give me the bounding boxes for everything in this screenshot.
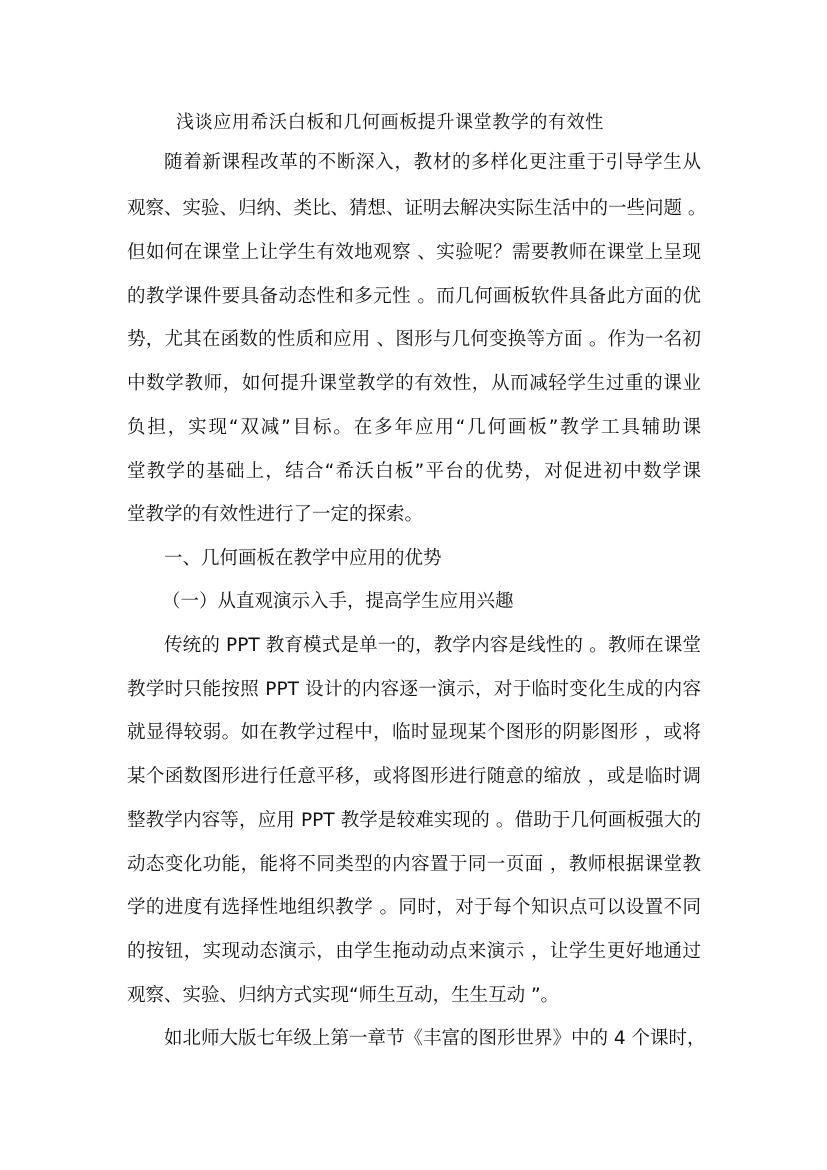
paragraph-1-line-7: 负担，实现“双减”目标。在多年应用“几何画板”教学工具辅助课 [127, 417, 701, 438]
paragraph-2-line-1: 传统的 PPT 教育模式是单一的，教学内容是线性的 。教师在课堂 [164, 635, 701, 656]
paragraph-1-line-6: 中数学教师，如何提升课堂教学的有效性，从而减轻学生过重的课业 [127, 373, 701, 394]
paragraph-2-line-3: 就显得较弱。如在教学过程中，临时显现某个图形的阴影图形 ，或将 [127, 722, 701, 743]
paragraph-2-line-4: 某个函数图形进行任意平移，或将图形进行随意的缩放 ，或是临时调 [127, 766, 701, 787]
paragraph-2-line-6: 动态变化功能，能将不同类型的内容置于同一页面 ，教师根据课堂教 [127, 854, 701, 875]
paragraph-3-line-1: 如北师大版七年级上第一章节《丰富的图形世界》中的 4 个课时， [164, 1028, 706, 1049]
paragraph-1-line-2: 观察、实验、归纳、类比、猜想、证明去解决实际生活中的一些问题 。 [127, 198, 707, 219]
paragraph-2-line-5: 整教学内容等，应用 PPT 教学是较难实现的 。借助于几何画板强大的 [127, 810, 701, 831]
paragraph-1-line-9: 堂教学的有效性进行了一定的探索。 [127, 504, 424, 525]
paragraph-1-line-1: 随着新课程改革的不断深入，教材的多样化更注重于引导学生从 [164, 152, 701, 173]
paragraph-2-line-9: 观察、实验、归纳方式实现“师生互动，生生互动 ”。 [127, 985, 560, 1006]
paragraph-2-line-8: 的按钮，实现动态演示，由学生拖动动点来演示 ，让学生更好地通过 [127, 941, 701, 962]
section-heading: 一、几何画板在教学中应用的优势 [164, 548, 442, 569]
paragraph-2-line-7: 学的进度有选择性地组织教学 。同时，对于每个知识点可以设置不同 [127, 897, 701, 918]
paragraph-1-line-3: 但如何在课堂上让学生有效地观察 、实验呢？需要教师在课堂上呈现 [127, 242, 701, 263]
subsection-heading: （一）从直观演示入手，提高学生应用兴趣 [162, 591, 514, 612]
paragraph-1-line-4: 的教学课件要具备动态性和多元性 。而几何画板软件具备此方面的优 [127, 286, 701, 307]
document-title: 浅谈应用希沃白板和几何画板提升课堂教学的有效性 [176, 112, 604, 133]
paragraph-2-line-2: 教学时只能按照 PPT 设计的内容逐一演示，对于临时变化生成的内容 [127, 679, 701, 700]
paragraph-1-line-8: 堂教学的基础上，结合“希沃白板”平台的优势，对促进初中数学课 [127, 461, 701, 482]
paragraph-1-line-5: 势，尤其在函数的性质和应用 、图形与几何变换等方面 。作为一名初 [127, 329, 701, 350]
